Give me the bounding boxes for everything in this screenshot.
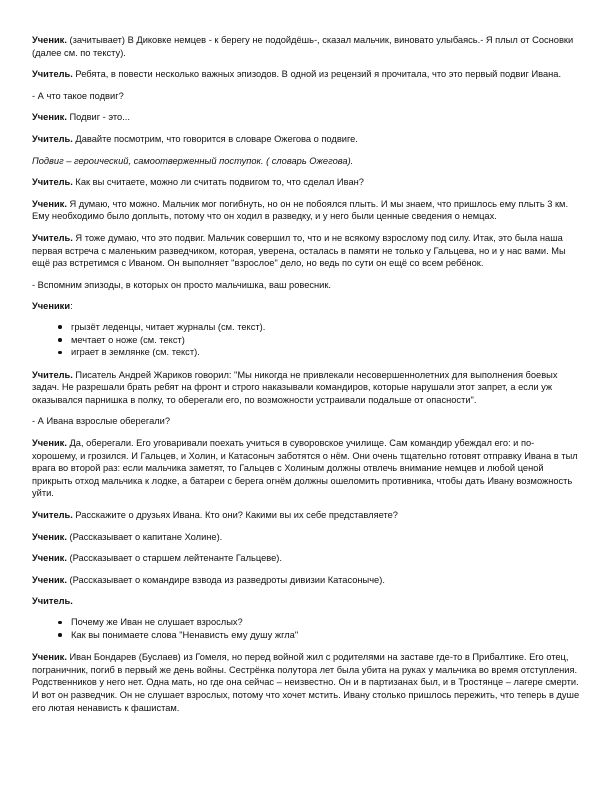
paragraph-text: : bbox=[70, 301, 73, 312]
paragraph bbox=[32, 531, 582, 544]
paragraph-text: (Рассказывает о командире взвода из разведроты дивизии Катасоныче). bbox=[66, 574, 385, 585]
paragraph-text: Подвиг - это... bbox=[66, 112, 130, 123]
paragraph bbox=[32, 369, 582, 407]
paragraph bbox=[32, 198, 582, 223]
paragraph-text: Давайте посмотрим, что говорится в словаре Ожегова о подвиге. bbox=[72, 133, 358, 144]
paragraph bbox=[32, 34, 582, 59]
speaker-label: Учитель. bbox=[32, 177, 73, 188]
paragraph bbox=[32, 574, 582, 587]
paragraph-text: Да, оберегали. Его уговаривали поехать учиться в суворовское училище. Сам командир убеждал его: и по- хорошему, и грозился. И Гальцев, и Холин, и Катасоныч заботятся о нём. Они очень тщательно готовят отправку Ивана в тыл врага во второй раз: если мальчика заметят, то Гальцев с Холиным должны отвлечь внимание немцев и любой ценой прикрыть отход мальчика к лодке, а батареи с берега огнём должны ошеломить противника, чтобы дать Ивану возможность уйти. bbox=[32, 438, 578, 499]
paragraph-text: (зачитывает) В Диковке немцев - к берегу не подойдёшь-, сказал мальчик, виновато улыбаясь.- Я плыл от Сосновки (далее см. по тексту). bbox=[32, 35, 574, 58]
paragraph bbox=[32, 68, 582, 81]
paragraph bbox=[32, 552, 582, 565]
paragraph-text: - Вспомним эпизоды, в которых он просто мальчишка, ваш ровесник. bbox=[32, 279, 332, 290]
speaker-label: Учитель. bbox=[32, 369, 73, 380]
paragraph bbox=[32, 437, 582, 500]
bullet-list bbox=[32, 321, 582, 359]
paragraph-text: - А Ивана взрослые оберегали? bbox=[32, 416, 171, 427]
paragraph bbox=[32, 651, 582, 714]
speaker-label: Ученик. bbox=[32, 531, 67, 542]
paragraph-text: Я думаю, что можно. Мальчик мог погибнуть, но он не побоялся плыть. И мы знаем, что пришлось ему плыть 3 км. Ему необходимо было доплыть, потому что он ходил в разведку, и у него были ценные сведения о немцах. bbox=[32, 198, 569, 222]
paragraph-text: Я тоже думаю, что это подвиг. Мальчик совершил то, что и не всякому взрослому под силу. Итак, это была наша первая встреча с маленьким разведчиком, которая, уверена, осталась в памяти не только у Гальцева, но и у нас вами. Мы ещё раз встретимся с Иваном. Он выполняет "взрослое" дело, но ведь по сути он ещё со всем ребёнок. bbox=[32, 232, 566, 269]
speaker-label: Ученик. bbox=[32, 652, 67, 663]
speaker-label: Ученик. bbox=[32, 198, 67, 209]
paragraph-text: Иван Бондарев (Буслаев) из Гомеля, но перед войной жил с родителями на заставе где-то в Прибалтике. Его отец, пограничник, погиб в первый же день войны. Сестрёнка полутора лет была убита на руках у мальчика во время отступления. Родственников у него нет. Одна мать, но где она сейчас – неизвестно. Он и в партизанах был, и в Тростянце – лагере смерти. И вот он разведчик. Он не слушает взрослых, потому что хочет мстить. Ивану столько пришлось пережить, что теперь в душе его лютая ненависть к фашистам. bbox=[32, 652, 580, 713]
paragraph bbox=[32, 595, 582, 608]
bullet-list bbox=[32, 616, 582, 641]
speaker-label: Учитель. bbox=[32, 133, 73, 144]
paragraph bbox=[32, 90, 582, 103]
speaker-label: Учитель. bbox=[32, 510, 73, 521]
paragraph-text: (Рассказывает о старшем лейтенанте Гальцеве). bbox=[66, 553, 282, 564]
paragraph-text: - А что такое подвиг? bbox=[32, 90, 124, 101]
speaker-label: Ученик. bbox=[32, 112, 67, 123]
dictionary-definition bbox=[32, 155, 582, 168]
list-item: Почему же Иван не слушает взрослых? bbox=[71, 616, 582, 629]
list-item: играет в землянке (см. текст). bbox=[71, 346, 582, 359]
paragraph-text: Ребята, в повести несколько важных эпизодов. В одной из рецензий я прочитала, что это первый подвиг Ивана. bbox=[72, 69, 562, 80]
paragraph bbox=[32, 232, 582, 270]
paragraph bbox=[32, 111, 582, 124]
paragraph-text: (Рассказывает о капитане Холине). bbox=[66, 531, 223, 542]
speaker-label: Ученики bbox=[32, 301, 71, 312]
list-item: грызёт леденцы, читает журналы (см. текст). bbox=[71, 321, 582, 334]
speaker-label: Учитель. bbox=[32, 596, 73, 607]
paragraph bbox=[32, 300, 582, 313]
definition-text: Подвиг – героический, самоотверженный поступок. ( словарь Ожегова). bbox=[32, 155, 354, 166]
paragraph-text: Писатель Андрей Жариков говорил: "Мы никогда не привлекали несовершеннолетних для выполнения боевых задач. Не разрешали брать ребят на фронт и строго наказывали командиров, которые нарушали этот запрет, а если уж оказывался парнишка в полку, то оберегали его, по возможности устраивали подальше от опасности". bbox=[32, 369, 558, 405]
list-item: мечтает о ноже (см. текст) bbox=[71, 334, 582, 347]
speaker-label: Учитель. bbox=[32, 232, 73, 243]
speaker-label: Учитель. bbox=[32, 69, 73, 80]
paragraph bbox=[32, 509, 582, 522]
paragraph bbox=[32, 133, 582, 146]
list-item: Как вы понимаете слова "Ненависть ему душу жгла" bbox=[71, 629, 582, 642]
speaker-label: Ученик. bbox=[32, 574, 67, 585]
speaker-label: Ученик. bbox=[32, 553, 67, 564]
paragraph bbox=[32, 176, 582, 189]
paragraph-text: Расскажите о друзьях Ивана. Кто они? Какими вы их себе представляете? bbox=[72, 510, 398, 521]
paragraph bbox=[32, 415, 582, 428]
paragraph-text: Как вы считаете, можно ли считать подвигом то, что сделал Иван? bbox=[72, 177, 364, 188]
speaker-label: Ученик. bbox=[32, 438, 67, 449]
paragraph bbox=[32, 279, 582, 292]
speaker-label: Ученик. bbox=[32, 35, 67, 45]
document-page bbox=[32, 34, 582, 723]
